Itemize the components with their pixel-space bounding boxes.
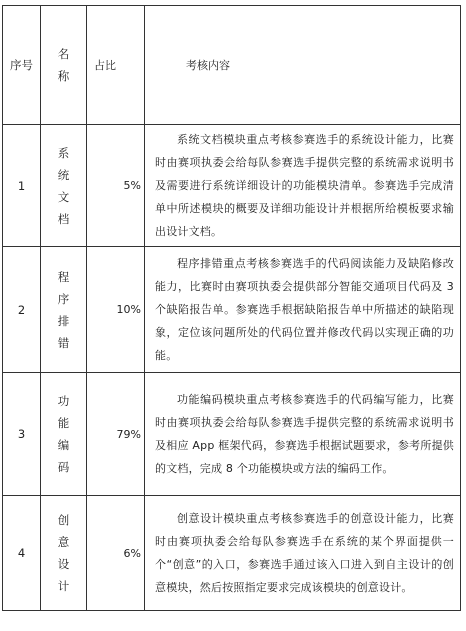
assessment-table <box>2 5 461 611</box>
header-content: 考核内容 <box>145 6 461 125</box>
table-row <box>3 496 461 611</box>
row-content-text: 创意设计模块重点考核参赛选手的创意设计能力，比赛时由赛项执委会给每队参赛选手在系统的某个界面提供一个“创意”的入口，参赛选手通过该入口进入到自主设计的创意模块，然后按照指定要求完成该模块的创意设计。 <box>155 512 454 594</box>
table-row <box>3 125 461 247</box>
row-content-text: 程序排错重点考核参赛选手的代码阅读能力及缺陷修改能力，比赛时由赛项执委会提供部分智能交通项目代码及 3 个缺陷报告单。参赛选手根据缺陷报告单中所描述的缺陷现象，定位该问题所处的代码位置并修改代码以实现正确的功能。 <box>155 257 454 362</box>
header-name <box>41 6 87 125</box>
row-name-text: 系统文档 <box>57 145 70 226</box>
row-name <box>41 373 87 496</box>
table-row <box>3 373 461 496</box>
row-index: 4 <box>3 496 41 611</box>
row-ratio: 79% <box>87 373 145 496</box>
header-ratio: 占比 <box>87 6 145 125</box>
row-content <box>145 496 461 611</box>
row-ratio: 5% <box>87 125 145 247</box>
row-content <box>145 373 461 496</box>
header-row <box>3 6 461 125</box>
header-index: 序号 <box>3 6 41 125</box>
row-content <box>145 125 461 247</box>
table-row <box>3 247 461 373</box>
row-index: 2 <box>3 247 41 373</box>
row-content-text: 系统文档模块重点考核参赛选手的系统设计能力，比赛时由赛项执委会给每队参赛选手提供完整的系统需求说明书及需要进行系统详细设计的功能模块清单。参赛选手完成清单中所述模块的概要及详细功能设计并根据所给模板要求输出设计文档。 <box>155 133 454 238</box>
row-content-text: 功能编码模块重点考核参赛选手的代码编写能力，比赛时由赛项执委会给每队参赛选手提供完整的系统需求说明书及相应 App 框架代码，参赛选手根据试题要求，参考所提供的文档，完成 8 个功能模块或方法的编码工作。 <box>155 393 454 475</box>
row-ratio: 6% <box>87 496 145 611</box>
row-name <box>41 496 87 611</box>
row-name <box>41 125 87 247</box>
row-name-text: 功能编码 <box>57 394 70 474</box>
row-ratio: 10% <box>87 247 145 373</box>
row-name-text: 创意设计 <box>57 513 70 593</box>
row-index: 1 <box>3 125 41 247</box>
row-content <box>145 247 461 373</box>
row-index: 3 <box>3 373 41 496</box>
row-name <box>41 247 87 373</box>
header-name-text: 名称 <box>57 47 70 83</box>
row-name-text: 程序排错 <box>57 269 70 350</box>
